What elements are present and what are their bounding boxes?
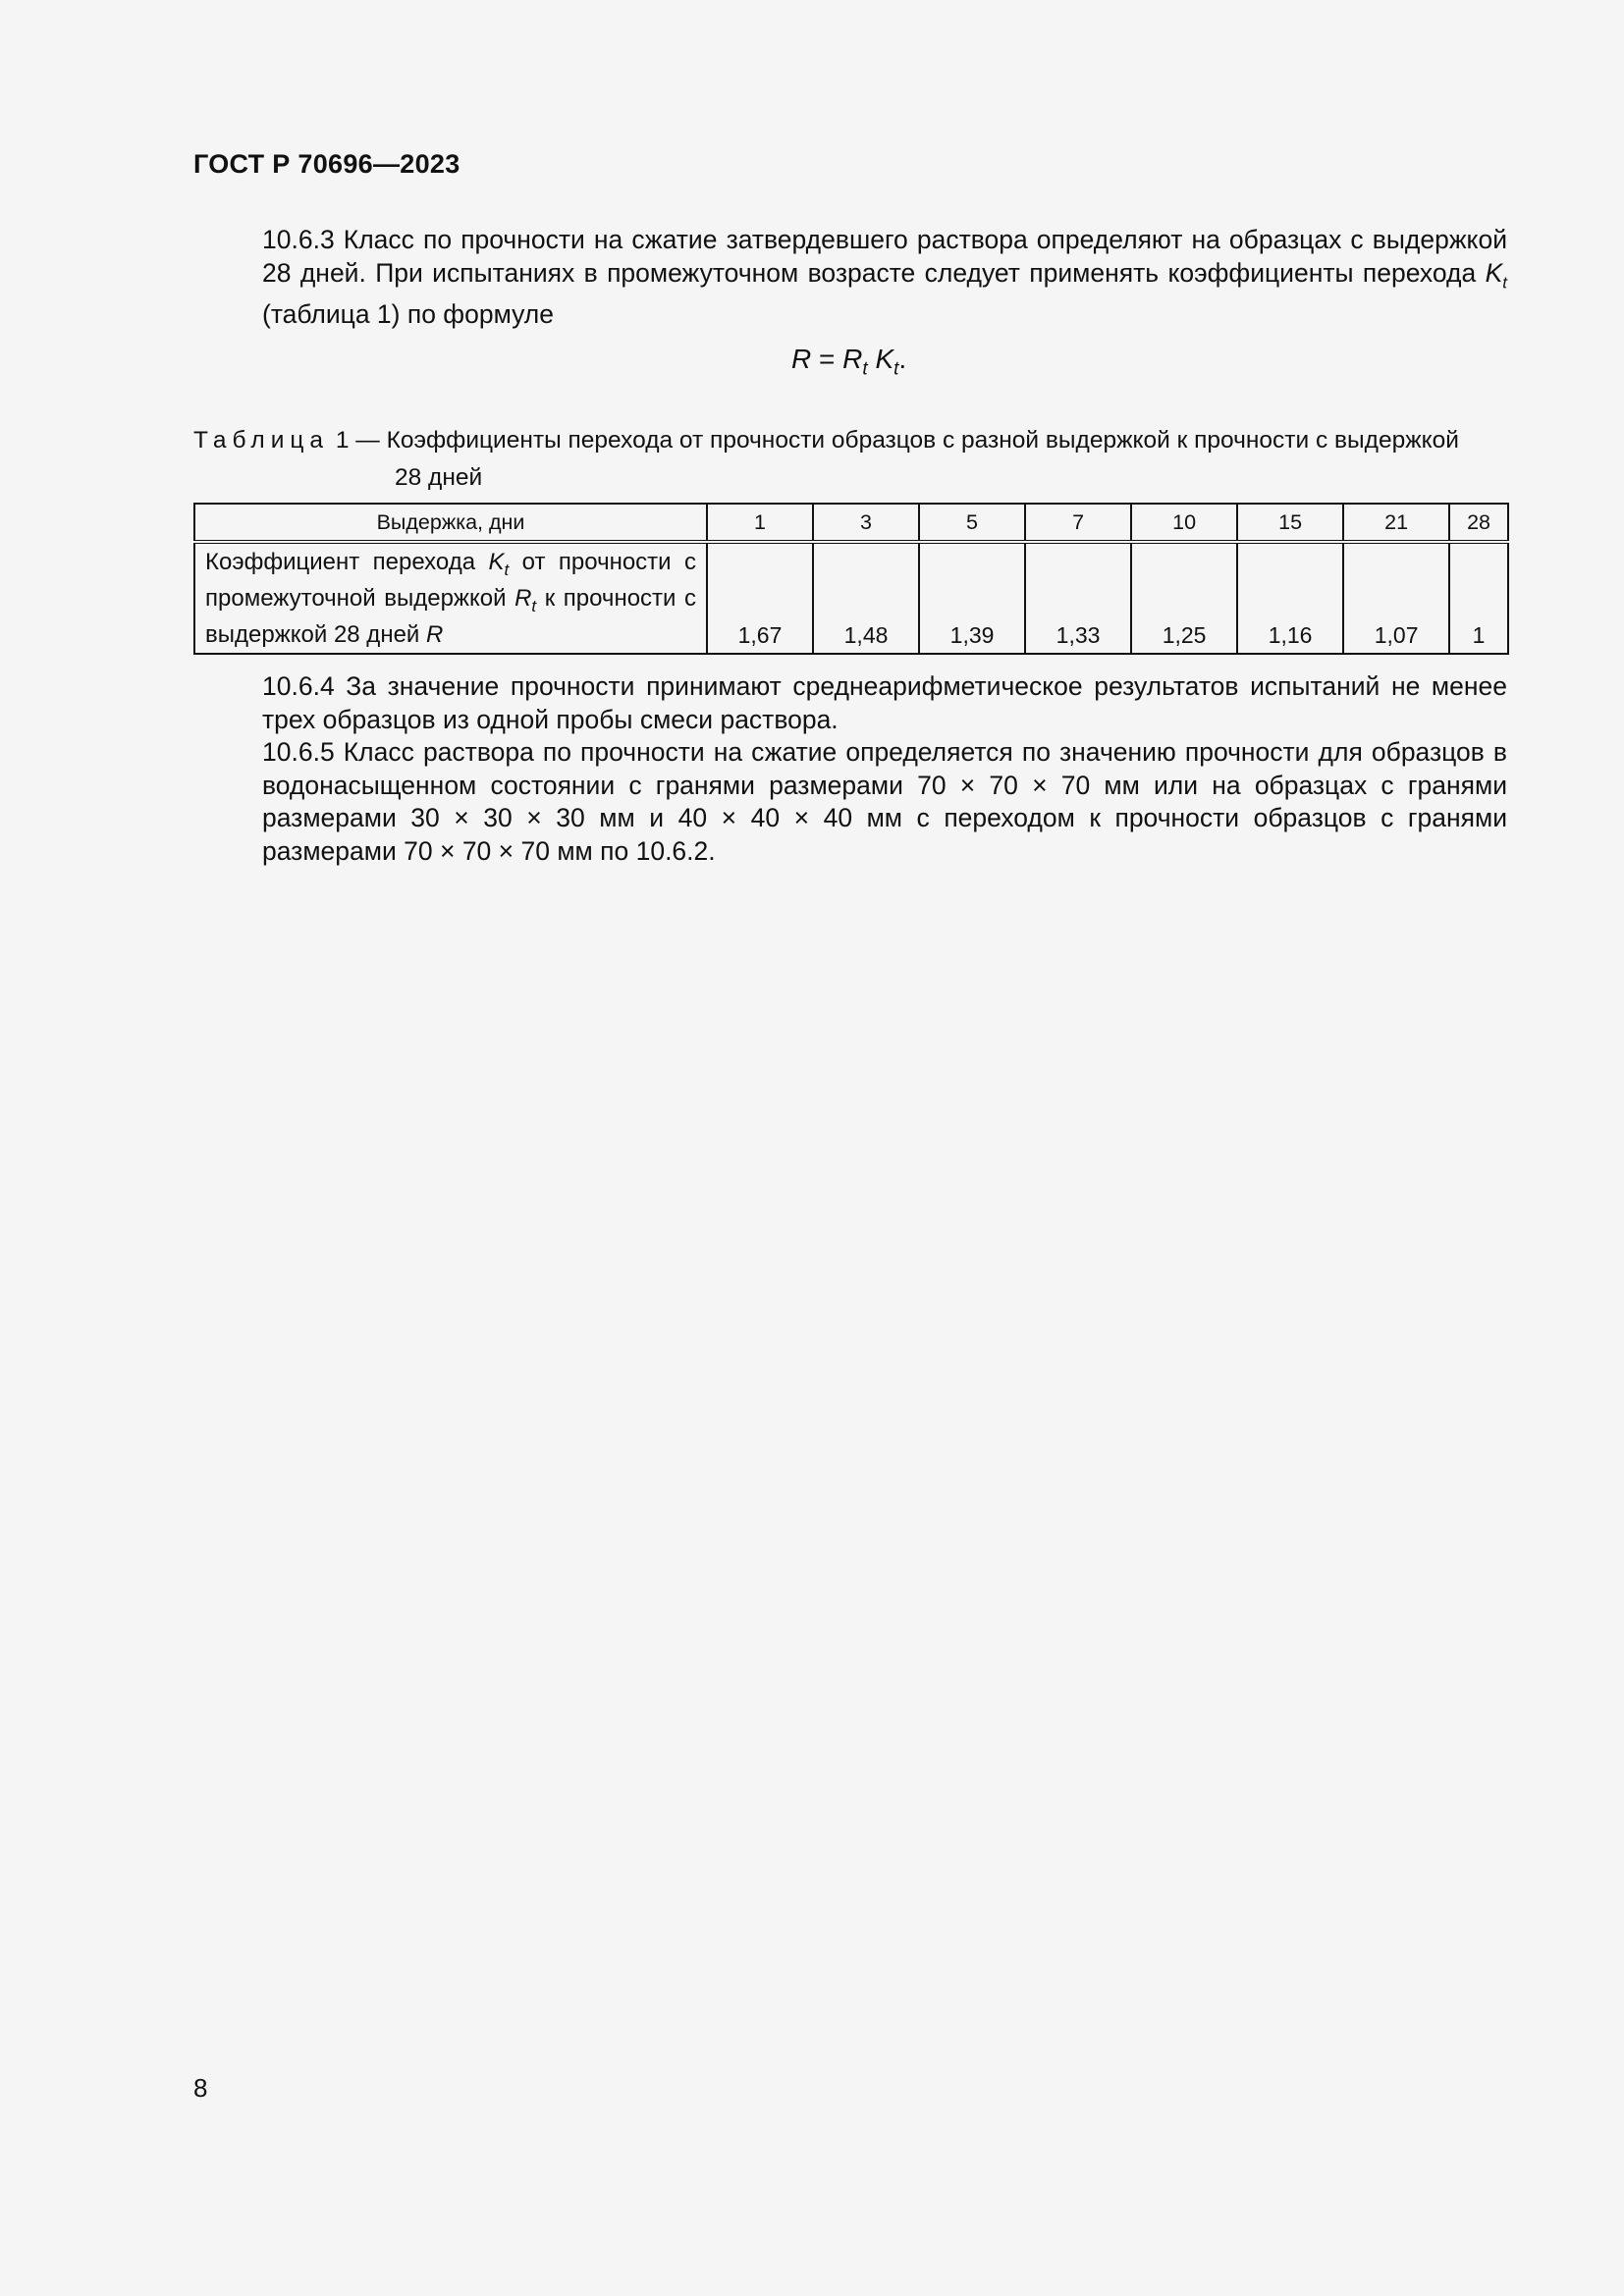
paragraph-10-6-4: 10.6.4 За значение прочности принимают среднеарифметическое результатов испытаний не менее трех образцов из одной пробы смеси раствора. — [262, 671, 1507, 734]
header-cell: 28 — [1449, 504, 1508, 542]
formula: $R = R_t$ $K_t$. — [791, 344, 907, 380]
row-description: Коэффициент перехода $K_t$ от прочности с промежуточной выдержкой $R_t$ к прочности с выдержкой 28 дней R — [194, 542, 707, 654]
value-cell: 1,16 — [1237, 542, 1343, 654]
table-caption: Таблица 1 — Коэффициенты перехода от прочности образцов с разной выдержкой к прочности с выдержкой 28 дней — [193, 427, 1459, 491]
coefficient-table — [193, 503, 1509, 655]
paragraph-10-6-5: 10.6.5 Класс раствора по прочности на сжатие определяется по значению прочности для образцов в водонасыщенном состоянии с гранями размерами 70 × 70 × 70 мм или на образцах с гранями размерами 30 × 30 × 30 мм и 40 × 40 × 40 мм с переходом к прочности образцов с гранями размерами 70 × 70 × 70 мм по 10.6.2. — [262, 737, 1507, 866]
header-cell: 3 — [813, 504, 919, 542]
table-row — [194, 542, 1508, 654]
value-cell: 1,33 — [1025, 542, 1131, 654]
value-cell: 1,39 — [919, 542, 1025, 654]
page-number: 8 — [193, 2073, 208, 2103]
header-cell: 5 — [919, 504, 1025, 542]
document-header: ГОСТ Р 70696—2023 — [193, 149, 460, 179]
header-cell: 1 — [707, 504, 813, 542]
value-cell: 1,07 — [1343, 542, 1449, 654]
value-cell: 1,67 — [707, 542, 813, 654]
header-cell: 15 — [1237, 504, 1343, 542]
header-cell: 7 — [1025, 504, 1131, 542]
header-cell: 10 — [1131, 504, 1237, 542]
header-cell-days: Выдержка, дни — [194, 504, 707, 542]
header-cell: 21 — [1343, 504, 1449, 542]
paragraph-10-6-3: 10.6.3 Класс по прочности на сжатие затвердевшего раствора определяют на образцах с выдержкой 28 дней. При испытаниях в промежуточном возрасте следует применять коэффициенты перехода $K_t$ (таблица 1) по формуле — [262, 225, 1507, 330]
value-cell: 1,48 — [813, 542, 919, 654]
value-cell: 1 — [1449, 542, 1508, 654]
table-header-row — [194, 504, 1508, 542]
value-cell: 1,25 — [1131, 542, 1237, 654]
